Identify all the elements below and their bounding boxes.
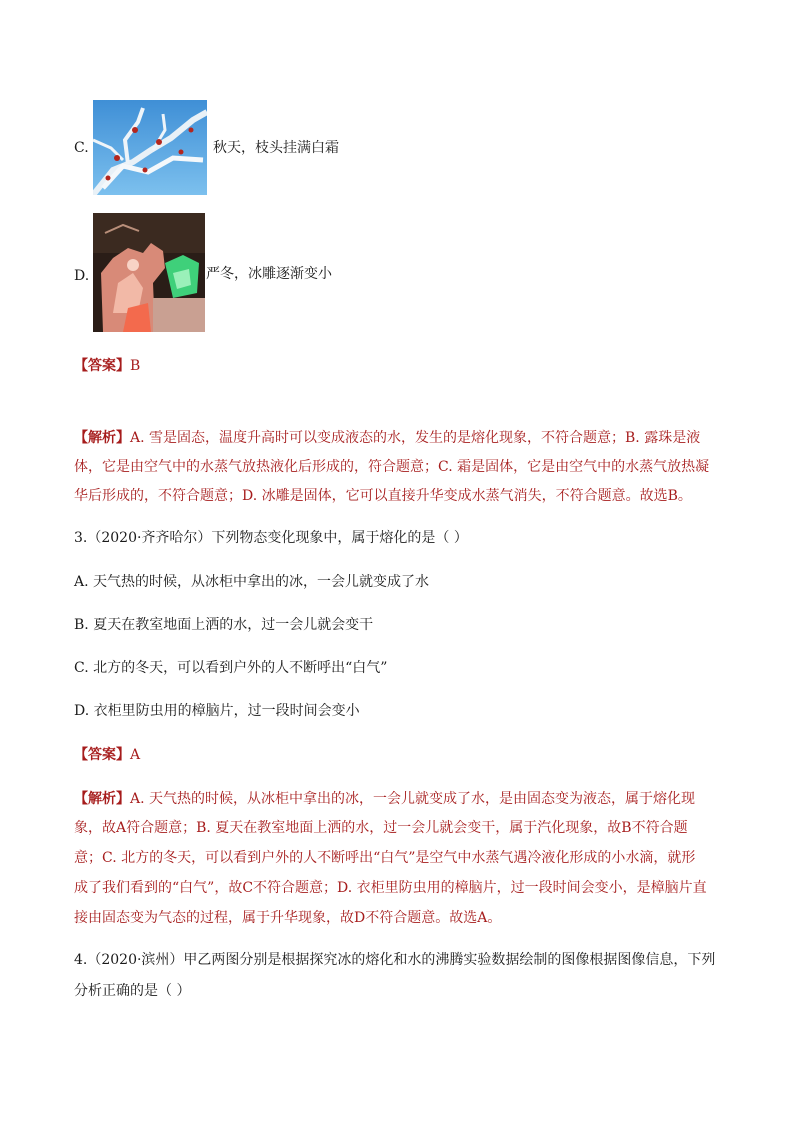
option-c-letter: C. <box>74 140 89 156</box>
q3-analysis-line-1 <box>74 789 695 809</box>
option-d-letter: D. <box>74 268 90 284</box>
q3-option-c: C. 北方的冬天，可以看到户外的人不断呼出“白气” <box>74 660 388 676</box>
q3-option-b: B. 夏天在教室地面上洒的水，过一会儿就会变干 <box>74 617 374 633</box>
q3-option-a: A. 天气热的时候，从冰柜中拿出的冰，一会儿就变成了水 <box>74 574 430 590</box>
q2-answer-tag: 【答案】 <box>74 358 130 374</box>
q3-analysis-line-2: 象，故A符合题意；B. 夏天在教室地面上洒的水，过一会儿就会变干，属于汽化现象，故B不符合题 <box>74 820 688 836</box>
q3-analysis-text-1: A. 天气热的时候，从冰柜中拿出的冰，一会儿就变成了水，是由固态变为液态，属于熔化现 <box>130 791 696 807</box>
q2-analysis-line-3: 华后形成的，不符合题意；D. 冰雕是固体，它可以直接升华变成水蒸气消失，不符合题意。故选B。 <box>74 488 692 504</box>
q4-stem-line-2: 分析正确的是（ ） <box>74 983 191 999</box>
q2-analysis-tag: 【解析】 <box>74 430 130 446</box>
q4-stem-line-1: 4.（2020·滨州）甲乙两图分别是根据探究冰的熔化和水的沸腾实验数据绘制的图像根据图像信息，下列 <box>74 952 716 968</box>
q2-answer-value: B <box>130 358 141 374</box>
q2-analysis-line-1 <box>74 428 700 448</box>
q2-analysis-line-2: 体，它是由空气中的水蒸气放热液化后形成的，符合题意；C. 霜是固体，它是由空气中的水蒸气放热凝 <box>74 459 710 475</box>
option-c-text: 秋天，枝头挂满白霜 <box>213 140 339 156</box>
frosted-branch-photo <box>93 100 207 195</box>
q3-analysis-line-5: 接由固态变为气态的过程，属于升华现象，故D不符合题意。故选A。 <box>74 910 502 926</box>
q3-analysis-tag: 【解析】 <box>74 791 130 807</box>
q2-answer <box>74 356 140 376</box>
q3-stem: 3.（2020·齐齐哈尔）下列物态变化现象中，属于熔化的是（ ） <box>74 530 468 546</box>
q3-answer <box>74 745 140 765</box>
q3-answer-value: A <box>130 747 141 763</box>
q3-analysis-line-4: 成了我们看到的“白气”，故C不符合题意；D. 衣柜里防虫用的樟脑片，过一段时间会变小，是樟脑片直 <box>74 880 707 896</box>
option-d-text: 严冬，冰雕逐渐变小 <box>206 266 332 282</box>
q3-analysis-line-3: 意；C. 北方的冬天，可以看到户外的人不断呼出“白气”是空气中水蒸气遇冷液化形成的小水滴，就形 <box>74 850 696 866</box>
q3-answer-tag: 【答案】 <box>74 747 130 763</box>
q2-analysis-text-1: A. 雪是固态，温度升高时可以变成液态的水，发生的是熔化现象，不符合题意；B. 露珠是液 <box>130 430 701 446</box>
ice-sculpture-photo <box>93 213 205 332</box>
q3-option-d: D. 衣柜里防虫用的樟脑片，过一段时间会变小 <box>74 703 360 719</box>
